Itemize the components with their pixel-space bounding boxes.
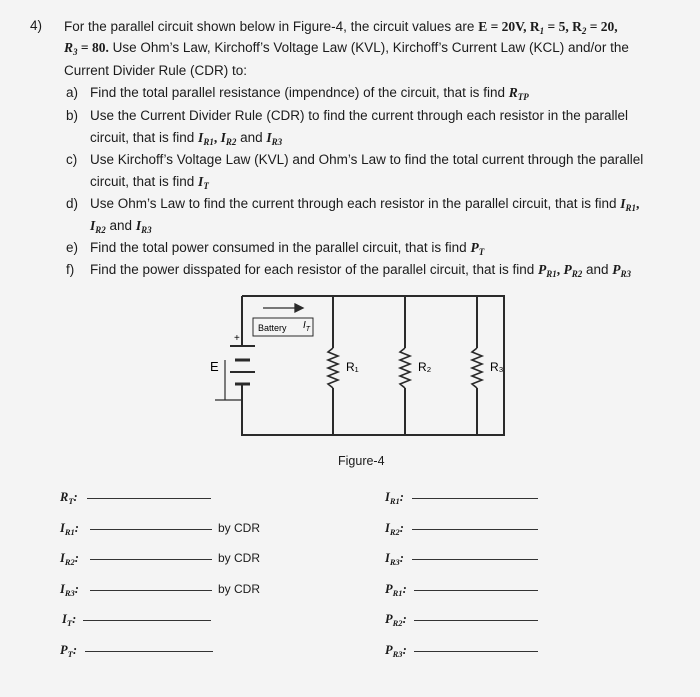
answer-label: $P_{R3}$:: [385, 643, 407, 659]
answer-blank[interactable]: [90, 559, 212, 560]
answer-blank[interactable]: [83, 620, 211, 621]
part-c: c) Use Kirchoff’s Voltage Law (KVL) and Ohm’s Law to find the total current through the parallel: [66, 152, 644, 167]
part-a: a) Find the total parallel resistance (impendnce) of the circuit, that is find $R_{TP}$: [66, 85, 529, 102]
current-arrow-icon: [263, 304, 303, 312]
source-label: E: [210, 359, 219, 374]
intro-line-1: For the parallel circuit shown below in Figure-4, the circuit values are E = 20V, $R_1 = 5$, $R_2 = 20$,: [64, 19, 618, 36]
resistor-r1-icon: [328, 348, 338, 388]
current-label: $I_T$: [303, 320, 311, 333]
part-b-cont: circuit, that is find $I_{R1}$, $I_{R2}$ and $I_{R3}$: [90, 130, 283, 147]
battery-plus: +: [234, 333, 240, 344]
answer-label: $I_T$:: [62, 612, 77, 628]
answer-note: by CDR: [218, 521, 261, 535]
answer-label: $P_{R2}$:: [385, 612, 407, 628]
circuit-diagram: [195, 288, 515, 448]
answer-label: $I_{R1}$:: [385, 490, 404, 506]
answer-blank[interactable]: [412, 498, 538, 499]
intro-line-2: $R_3 = 80$. Use Ohm’s Law, Kirchoff’s Voltage Law (KVL), Kirchoff’s Current Law (KCL) and/or the: [64, 40, 629, 57]
answer-blank[interactable]: [414, 651, 538, 652]
part-e: e) Find the total power consumed in the parallel circuit, that is find $P_T$: [66, 240, 485, 257]
answer-note: by CDR: [218, 551, 261, 565]
answer-label: $P_T$:: [60, 643, 78, 659]
answer-label: $P_{R1}$:: [385, 582, 407, 598]
answer-blank[interactable]: [414, 620, 538, 621]
wire-top: [242, 296, 504, 435]
question-number: 4): [30, 18, 43, 33]
answer-label: $I_{R2}$:: [60, 551, 79, 567]
battery-symbol: [215, 346, 255, 400]
answer-label: $I_{R1}$:: [60, 521, 79, 537]
answer-label: $I_{R3}$:: [60, 582, 79, 598]
part-c-cont: circuit, that is find $I_T$: [90, 174, 209, 191]
answer-blank[interactable]: [90, 529, 212, 530]
part-d-cont: $I_{R2}$ and $I_{R3}$: [90, 218, 152, 235]
part-b: b) Use the Current Divider Rule (CDR) to find the current through each resistor in the parallel: [66, 108, 628, 123]
figure-caption: Figure-4: [338, 454, 385, 468]
answer-blank[interactable]: [412, 559, 538, 560]
resistor-r2-icon: [400, 348, 410, 388]
answer-blank[interactable]: [90, 590, 212, 591]
r2-label: R₂: [418, 360, 432, 374]
resistor-r3-icon: [472, 348, 482, 388]
answer-blank[interactable]: [414, 590, 538, 591]
answer-label: $I_{R3}$:: [385, 551, 404, 567]
r3-label: R₃: [490, 360, 504, 374]
part-f: f) Find the power disspated for each resistor of the parallel circuit, that is find $P_{R1}$, $P_{R2}$ and $P_{R3}$: [66, 262, 632, 279]
answer-blank[interactable]: [412, 529, 538, 530]
r1-label: R₁: [346, 360, 359, 374]
battery-label: Battery: [258, 323, 287, 333]
answer-note: by CDR: [218, 582, 261, 596]
intro-line-3: Current Divider Rule (CDR) to:: [64, 63, 248, 78]
part-d: d) Use Ohm’s Law to find the current through each resistor in the parallel circuit, that is find $I_{R1}$,: [66, 196, 640, 213]
answer-blank[interactable]: [85, 651, 213, 652]
answer-label: $R_T$:: [60, 490, 78, 506]
answer-blank[interactable]: [87, 498, 211, 499]
answer-label: $I_{R2}$:: [385, 521, 404, 537]
